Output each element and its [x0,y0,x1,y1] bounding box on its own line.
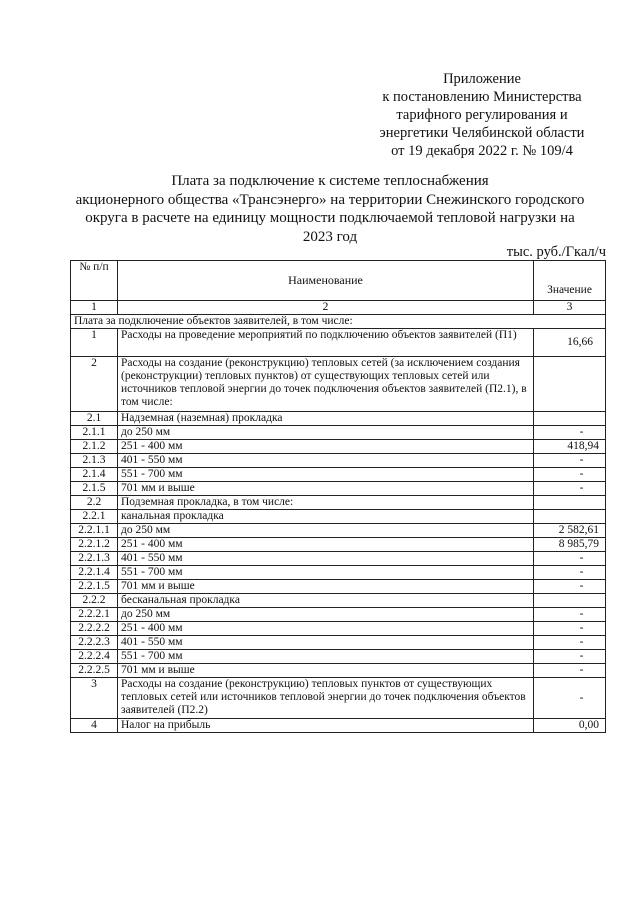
table-row [71,636,606,650]
row-value [534,510,606,524]
row-value [534,594,606,608]
row-value: - [534,622,606,636]
table-row [71,664,606,678]
row-name: 701 мм и выше [118,580,534,594]
row-value: - [534,566,606,580]
header-no: № п/п [71,261,118,301]
appendix-line: к постановлению Министерства [382,89,582,105]
row-value: 0,00 [534,719,606,733]
row-number: 2.2.1.5 [71,580,118,594]
table-index-row [71,301,606,315]
appendix-line: от 19 декабря 2022 г. № 109/4 [391,143,573,159]
section-title: Плата за подключение объектов заявителей, в том числе: [71,315,606,329]
index-cell: 3 [534,301,606,315]
row-number: 2.2.2.4 [71,650,118,664]
row-name: до 250 мм [118,608,534,622]
row-name: Надземная (наземная) прокладка [118,412,534,426]
row-number: 2.1.3 [71,454,118,468]
table-row [71,329,606,357]
table-row [71,510,606,524]
row-name: до 250 мм [118,524,534,538]
row-value [534,357,606,412]
title-line: Плата за подключение к системе теплоснабжения [171,173,489,189]
row-value: - [534,608,606,622]
table-row [71,719,606,733]
row-name: 251 - 400 мм [118,622,534,636]
row-number: 2.2.2.3 [71,636,118,650]
table-row [71,357,606,412]
table-row [71,524,606,538]
row-name: бесканальная прокладка [118,594,534,608]
row-name: Расходы на создание (реконструкцию) тепловых пунктов от существующих тепловых сетей или источников тепловой энергии до точек подключения объектов заявителей (П2.2) [118,678,534,719]
row-value: - [534,454,606,468]
table-row [71,482,606,496]
row-number: 2.2.1.1 [71,524,118,538]
row-name: 701 мм и выше [118,664,534,678]
row-number: 2.1.1 [71,426,118,440]
table-row [71,650,606,664]
row-name: Подземная прокладка, в том числе: [118,496,534,510]
row-number: 2.2.1 [71,510,118,524]
row-number: 2.2.2.1 [71,608,118,622]
header-name: Наименование [118,261,534,301]
row-value: 16,66 [534,329,606,357]
row-value [534,412,606,426]
row-value: - [534,552,606,566]
table-row [71,594,606,608]
row-value: - [534,482,606,496]
table-row [71,440,606,454]
table-header-row [71,261,606,301]
row-name: Расходы на проведение мероприятий по подключению объектов заявителей (П1) [118,329,534,357]
row-name: 251 - 400 мм [118,440,534,454]
row-number: 1 [71,329,118,357]
row-name: 551 - 700 мм [118,566,534,580]
row-number: 2.2.2 [71,594,118,608]
row-number: 2.1.4 [71,468,118,482]
row-number: 2.2.2.2 [71,622,118,636]
table-row [71,454,606,468]
table-row [71,552,606,566]
document-title [60,172,600,246]
tariff-table [70,260,606,733]
appendix-line: Приложение [443,71,521,87]
row-number: 2.1 [71,412,118,426]
title-line: акционерного общества «Трансэнерго» на территории Снежинского городского [75,191,585,208]
row-value: - [534,650,606,664]
index-cell: 1 [71,301,118,315]
row-name: 551 - 700 мм [118,650,534,664]
row-name: 401 - 550 мм [118,636,534,650]
row-value: - [534,468,606,482]
table-row [71,622,606,636]
title-line: округа в расчете на единицу мощности подключаемой тепловой нагрузки на [85,210,575,226]
table-row [71,566,606,580]
row-name: канальная прокладка [118,510,534,524]
table-row [71,426,606,440]
appendix-line: энергетики Челябинской области [379,125,585,141]
table-row [71,580,606,594]
row-value: - [534,426,606,440]
row-number: 2.2.1.2 [71,538,118,552]
table-row [71,678,606,719]
row-number: 3 [71,678,118,719]
row-number: 2.2.1.3 [71,552,118,566]
row-name: Расходы на создание (реконструкцию) тепловых сетей (за исключением создания (реконструкции) тепловых пунктов) от существующих тепловых сетей или источников тепловой энергии до точек подключения объектов заявителей (П2.1), в том числе: [118,357,534,412]
table-row [71,412,606,426]
table-row [71,496,606,510]
row-number: 2.2 [71,496,118,510]
row-name: 401 - 550 мм [118,454,534,468]
index-cell: 2 [118,301,534,315]
row-number: 2.2.2.5 [71,664,118,678]
row-name: до 250 мм [118,426,534,440]
appendix-block [352,70,612,160]
row-value: 418,94 [534,440,606,454]
row-number: 2.1.2 [71,440,118,454]
title-line: 2023 год [302,228,358,245]
header-value: Значение [534,261,606,301]
section-title-row [71,315,606,329]
row-name: 251 - 400 мм [118,538,534,552]
units-label: тыс. руб./Гкал/ч [506,244,606,260]
row-value: 8 985,79 [534,538,606,552]
row-name: 551 - 700 мм [118,468,534,482]
row-name: 401 - 550 мм [118,552,534,566]
row-value: - [534,580,606,594]
table-row [71,608,606,622]
row-value [534,496,606,510]
row-number: 2.1.5 [71,482,118,496]
row-number: 2 [71,357,118,412]
row-name: 701 мм и выше [118,482,534,496]
row-value: - [534,636,606,650]
row-number: 2.2.1.4 [71,566,118,580]
row-value: - [534,664,606,678]
row-value: - [534,678,606,719]
row-number: 4 [71,719,118,733]
row-value: 2 582,61 [534,524,606,538]
table-row [71,538,606,552]
row-name: Налог на прибыль [118,719,534,733]
table-row [71,468,606,482]
appendix-line: тарифного регулирования и [396,107,568,123]
